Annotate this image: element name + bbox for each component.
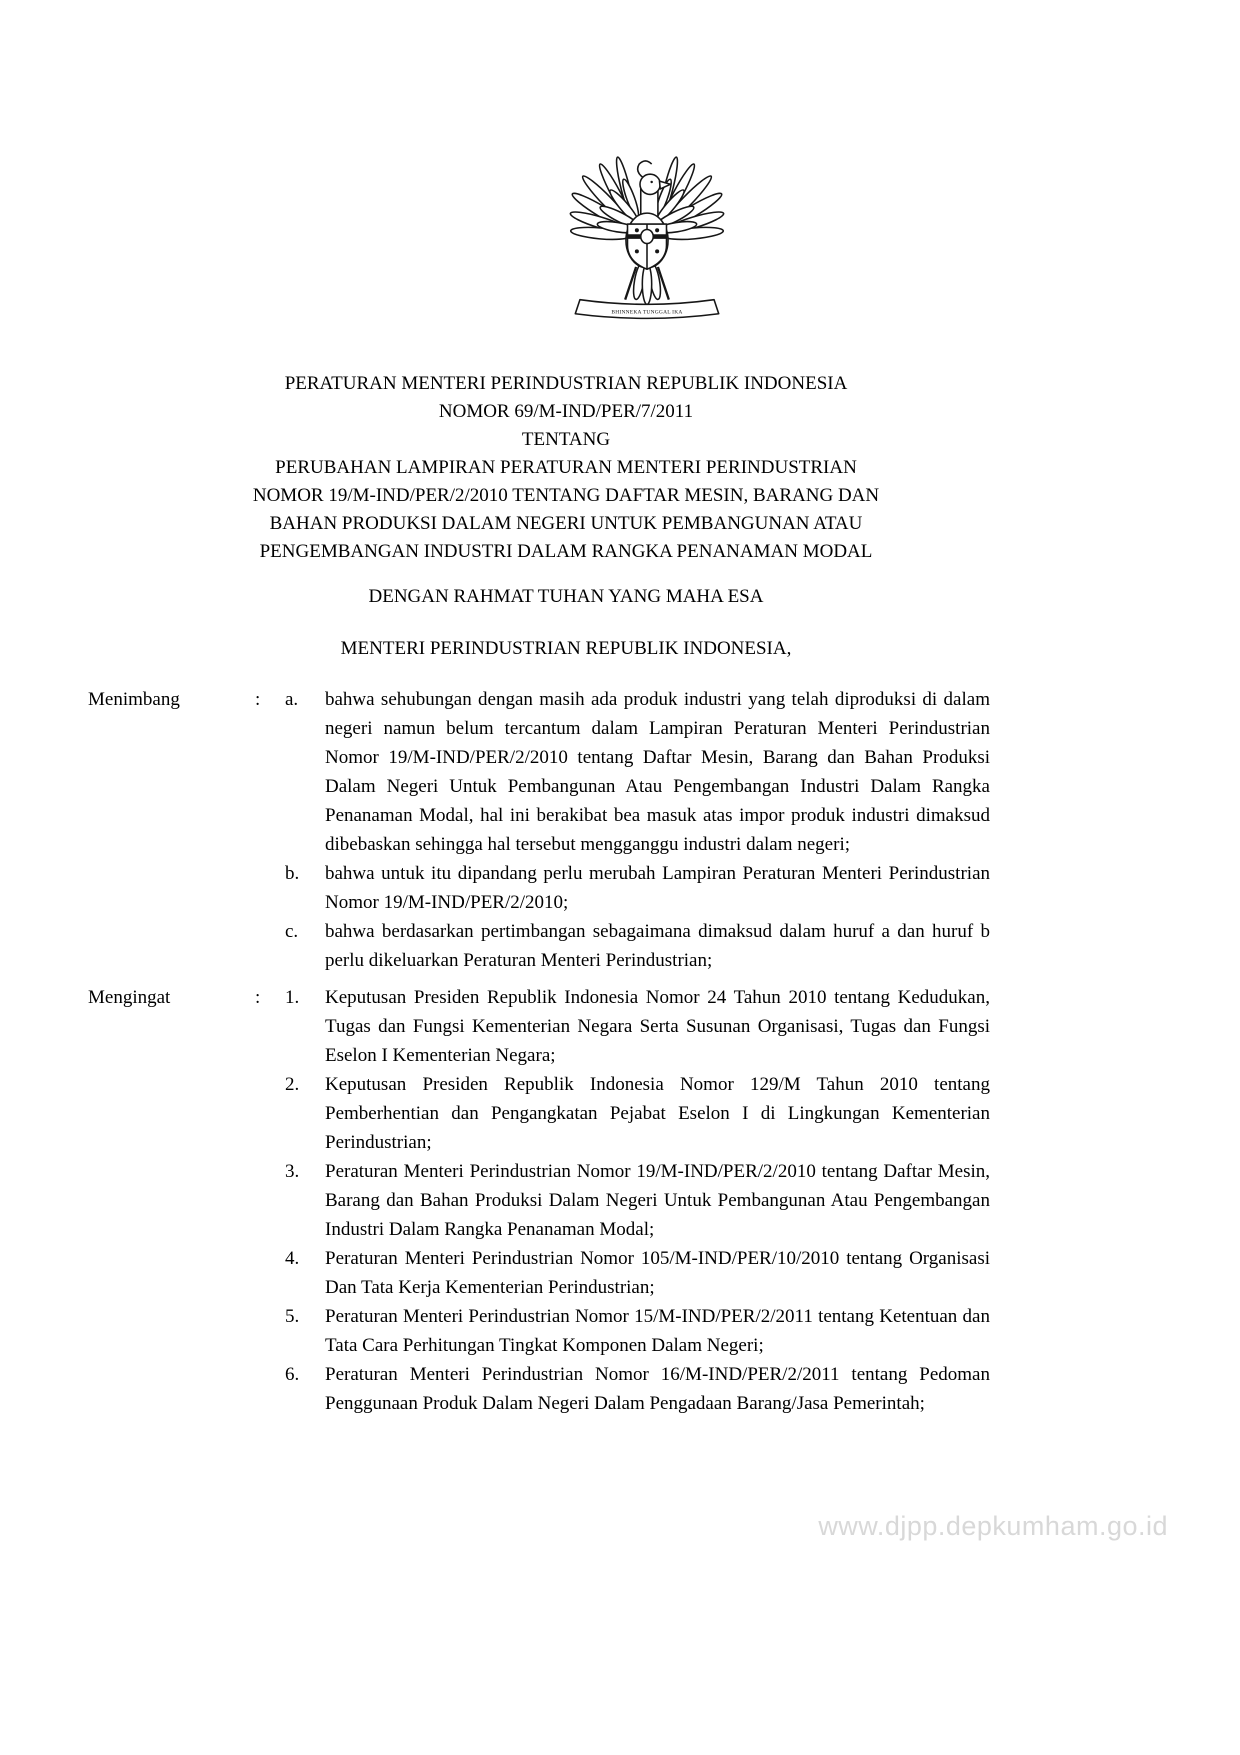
- section-colon: :: [255, 689, 261, 710]
- list-item: [285, 859, 990, 917]
- title-line-4: PERUBAHAN LAMPIRAN PERATURAN MENTERI PERINDUSTRIAN: [275, 457, 857, 478]
- item-marker: 4.: [285, 1248, 300, 1269]
- item-text: Keputusan Presiden Republik Indonesia Nomor 24 Tahun 2010 tentang Kedudukan, Tugas dan Fungsi Kementerian Negara Serta Susunan Organisasi, Tugas dan Fungsi Eselon I Kementerian Negara;: [325, 987, 990, 1066]
- title-line-5: NOMOR 19/M-IND/PER/2/2010 TENTANG DAFTAR MESIN, BARANG DAN: [252, 485, 880, 506]
- title-line-7: PENGEMBANGAN INDUSTRI DALAM RANGKA PENANAMAN MODAL: [259, 541, 873, 562]
- title-line-1: PERATURAN MENTERI PERINDUSTRIAN REPUBLIK INDONESIA: [284, 373, 848, 394]
- item-text: Keputusan Presiden Republik Indonesia Nomor 129/M Tahun 2010 tentang Pemberhentian dan Pengangkatan Pejabat Eselon I di Lingkungan Kementerian Perindustrian;: [325, 1074, 990, 1153]
- list-item: [285, 1302, 990, 1360]
- section-items: [285, 983, 990, 1418]
- document-body: [0, 370, 1240, 1418]
- item-text: Peraturan Menteri Perindustrian Nomor 15/M-IND/PER/2/2011 tentang Ketentuan dan Tata Cara Perhitungan Tingkat Komponen Dalam Negeri;: [325, 1306, 990, 1356]
- list-item: [285, 1244, 990, 1302]
- item-text: Peraturan Menteri Perindustrian Nomor 19/M-IND/PER/2/2010 tentang Daftar Mesin, Barang dan Bahan Produksi Dalam Negeri Untuk Pembangunan Atau Pengembangan Industri Dalam Rangka Penanaman Modal;: [325, 1161, 990, 1240]
- item-marker: 3.: [285, 1161, 300, 1182]
- item-text: Peraturan Menteri Perindustrian Nomor 105/M-IND/PER/10/2010 tentang Organisasi Dan Tata Kerja Kementerian Perindustrian;: [325, 1248, 990, 1298]
- list-item: [285, 983, 990, 1070]
- list-item: [285, 917, 990, 975]
- list-item: [285, 1157, 990, 1244]
- section-menimbang: [88, 685, 990, 975]
- item-marker: 2.: [285, 1074, 300, 1095]
- motto-text: BHINNEKA TUNGGAL IKA: [611, 309, 683, 316]
- title-line-2: NOMOR 69/M-IND/PER/7/2011: [438, 401, 694, 422]
- item-marker: a.: [285, 689, 299, 710]
- title-line-6: BAHAN PRODUKSI DALAM NEGERI UNTUK PEMBANGUNAN ATAU: [269, 513, 863, 534]
- item-text: bahwa berdasarkan pertimbangan sebagaimana dimaksud dalam huruf a dan huruf b perlu dikeluarkan Peraturan Menteri Perindustrian;: [325, 921, 990, 971]
- item-text: bahwa sehubungan dengan masih ada produk industri yang telah diproduksi di dalam negeri namun belum tercantum dalam Lampiran Peraturan Menteri Perindustrian Nomor 19/M-IND/PER/2/2010 tentang Daftar Mesin, Barang dan Bahan Produksi Dalam Negeri Untuk Pembangunan Atau Pengembangan Industri Dalam Rangka Penanaman Modal, hal ini berakibat bea masuk atas impor produk industri dimaksud dibebaskan sehingga hal tersebut mengganggu industri dalam negeri;: [325, 689, 990, 855]
- garuda-pancasila-emblem: [569, 150, 725, 341]
- item-marker: 5.: [285, 1306, 300, 1327]
- section-label: Mengingat: [88, 987, 171, 1008]
- item-marker: c.: [285, 921, 299, 942]
- title-line-3: TENTANG: [521, 429, 611, 450]
- pancasila-shield-icon: [628, 224, 667, 269]
- list-item: [285, 1360, 990, 1418]
- item-text: bahwa untuk itu dipandang perlu merubah Lampiran Peraturan Menteri Perindustrian Nomor 19/M-IND/PER/2/2010;: [325, 863, 990, 913]
- section-colon: :: [255, 987, 261, 1008]
- authority-line: MENTERI PERINDUSTRIAN REPUBLIK INDONESIA,: [340, 638, 792, 659]
- watermark-url: www.djpp.depkumham.go.id: [818, 1511, 1168, 1541]
- section-label: Menimbang: [88, 689, 180, 710]
- title-block: [88, 370, 990, 566]
- item-text: Peraturan Menteri Perindustrian Nomor 16/M-IND/PER/2/2011 tentang Pedoman Penggunaan Produk Dalam Negeri Dalam Pengadaan Barang/Jasa Pemerintah;: [325, 1364, 990, 1414]
- item-marker: 6.: [285, 1364, 300, 1385]
- emblem-container: [0, 150, 1240, 350]
- section-mengingat: [88, 983, 990, 1418]
- item-marker: b.: [285, 863, 300, 884]
- list-item: [285, 1070, 990, 1157]
- list-item: [285, 685, 990, 859]
- head-icon: [640, 174, 660, 194]
- invocation-line: DENGAN RAHMAT TUHAN YANG MAHA ESA: [368, 586, 764, 607]
- item-marker: 1.: [285, 987, 300, 1008]
- eye-icon: [650, 181, 652, 183]
- section-items: [285, 685, 990, 975]
